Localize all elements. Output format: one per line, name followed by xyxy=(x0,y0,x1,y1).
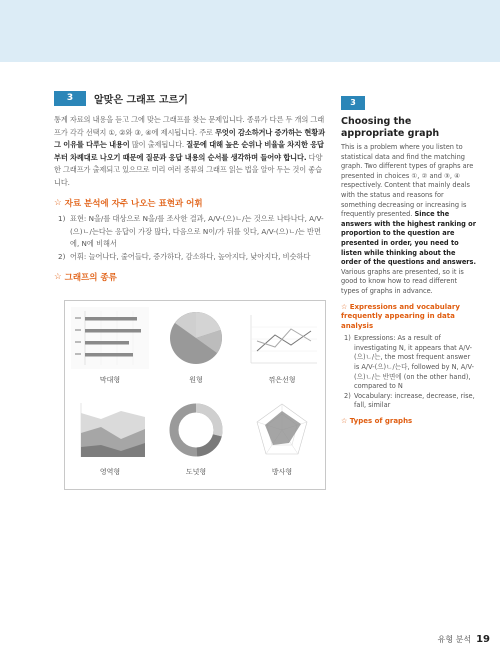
graph-types-figure xyxy=(64,300,326,490)
page-number: 19 xyxy=(476,634,490,645)
list-item xyxy=(341,334,477,392)
side-expression-list xyxy=(341,334,477,411)
side-number: 3 xyxy=(341,96,365,110)
para-text: 다양한 그래프가 출제되고 있으므로 미리 여러 종류의 그래프 읽는 법을 알아 두는 것이 좋습니다. xyxy=(54,152,323,187)
side-subheading-graph-types: ☆ Types of graphs xyxy=(341,417,413,426)
side-title: Choosing the appropriate graph xyxy=(341,116,440,139)
pie-chart-thumbnail xyxy=(157,307,235,369)
area-chart-thumbnail xyxy=(71,399,149,461)
para-text: 많이 출제됩니다. xyxy=(129,140,187,149)
star-icon: ☆ xyxy=(54,272,62,282)
para-text: Various graphs are presented, so it is good to know how to read different types of graphs in advance. xyxy=(341,267,464,295)
chart-label-line: 꺾은선형 xyxy=(268,376,296,384)
star-icon: ☆ xyxy=(54,198,62,208)
section-number: 3 xyxy=(54,91,86,106)
chart-label-area: 영역형 xyxy=(99,468,121,476)
chart-label-radar: 방사형 xyxy=(271,468,293,476)
bar-chart-thumbnail xyxy=(71,307,149,369)
list-number: 2) xyxy=(58,251,66,261)
list-number: 1) xyxy=(58,214,66,223)
section-heading xyxy=(54,90,326,106)
list-text: 표현: N을/를 대상으로 N을/를 조사한 결과, A/V-(으)ㄴ/는 것으로 나타나다, A/V-(으)ㄴ/는다는 응답이 가장 많다, 다음으로 N이/가 뒤를 잇다, A/V-(으)ㄴ/는 반면에, N에 비해서 xyxy=(70,214,324,248)
page-footer xyxy=(0,634,490,645)
header-band xyxy=(0,0,500,62)
para-bold: Since the answers with the highest ranking or proportion to the question are presented in order, you need to listen while thinking about the order of the questions and answers. xyxy=(341,210,476,267)
subheading-text: 자료 분석에 자주 나오는 표현과 어휘 xyxy=(64,199,203,209)
side-subheading-expressions: ☆ Expressions and vocabulary frequently appearing in data analysis xyxy=(341,302,460,330)
para-text: This is a problem where you listen to statistical data and find the matching graph. Two different types of graphs are presented in choices ①, ② and ③, ④ respectively. Content that mainly deals with the status and reasons for something decreasing or increasing is frequently presented. xyxy=(341,143,474,219)
para-text: 통계 자료의 내용을 듣고 그에 맞는 그래프를 찾는 문제입니다. 종류가 다른 두 개의 그래프가 각각 선택지 ①, ②와 ③, ④에 제시됩니다. 주로 xyxy=(54,115,325,137)
list-text: 어휘: 늘어나다, 줄어들다, 증가하다, 감소하다, 높아지다, 낮아지다, 비슷하다 xyxy=(70,251,311,261)
expression-list xyxy=(54,213,326,263)
line-chart-thumbnail xyxy=(243,307,321,369)
list-item xyxy=(54,251,326,264)
sidebar-translation xyxy=(341,90,477,427)
chart-label-donut: 도넛형 xyxy=(185,468,207,476)
list-number: 2) xyxy=(344,391,351,400)
para-bold: 무엇이 감소하거나 증가하는 현황과 그 이유를 다루는 내용이 xyxy=(54,127,325,149)
subheading-text: 그래프의 종류 xyxy=(64,273,117,283)
chart-label-pie: 원형 xyxy=(189,376,203,384)
chart-label-bar: 막대형 xyxy=(99,376,121,384)
intro-paragraph xyxy=(54,114,326,189)
main-column xyxy=(54,90,326,283)
list-text: Vocabulary: increase, decrease, rise, fall, similar xyxy=(354,391,475,410)
subheading-expressions xyxy=(54,197,326,209)
side-paragraph xyxy=(341,143,477,297)
para-bold: 질문에 대해 높은 순위나 비율을 차지한 응답부터 차례대로 나오기 때문에 질문과 응답 내용의 순서를 생각하며 들어야 합니다. xyxy=(54,140,324,162)
list-item xyxy=(54,213,326,251)
donut-chart-thumbnail xyxy=(157,399,235,461)
subheading-graph-types xyxy=(54,271,326,283)
list-number: 1) xyxy=(344,334,351,343)
footer-label: 유형 분석 xyxy=(437,635,472,644)
section-title: 알맞은 그래프 고르기 xyxy=(94,94,188,106)
radar-chart-thumbnail xyxy=(243,399,321,461)
list-item xyxy=(341,392,477,411)
list-text: Expressions: As a result of investigating N, it appears that A/V-(으)ㄴ/는, the most frequent answer is A/V-(으)ㄴ/는다, followed by N, A/V-(으)ㄴ/는 반면에 (on the other hand), compared to N xyxy=(354,334,474,391)
